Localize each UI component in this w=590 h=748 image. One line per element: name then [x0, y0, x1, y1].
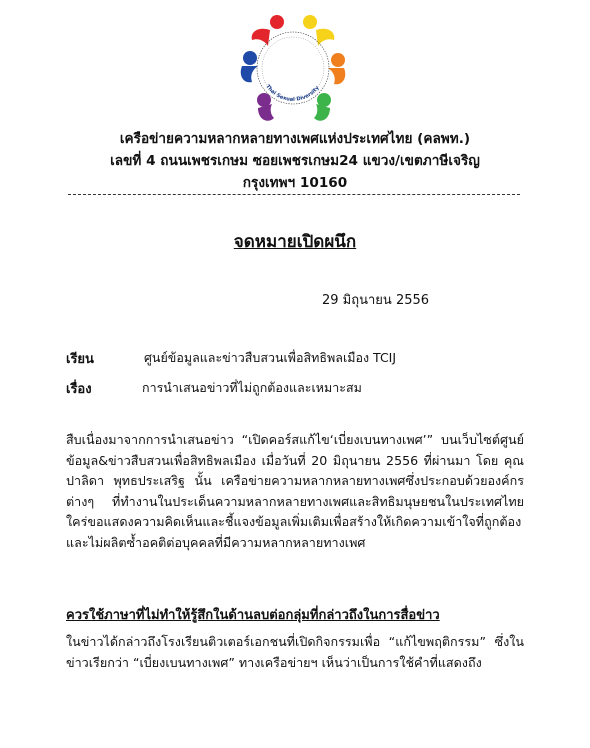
logo-ring-text: Thai Sexual Diversity — [264, 83, 321, 103]
body-paragraph-1: สืบเนื่องมาจากการนำเสนอข่าว “เปิดคอร์สแก้ไข‘เบี่ยงเบนทางเพศ’” บนเว็บไซต์ศูนย์ข้อมูล&ข่าวสืบสวนเพื่อสิทธิพลเมือง เมื่อวันที่ 20 มิถุนายน 2556 ที่ผ่านมา โดย คุณปาลิดา พุทธประเสริฐ นั้น เครือข่ายความหลากหลายทางเพศซึ่งประกอบด้วยองค์กรต่างๆ ที่ทำงานในประเด็นความหลากหลายทางเพศและสิทธิมนุษยชนในประเทศไทย ใคร่ขอแสดงความคิดเห็นและชี้แจงข้อมูลเพิ่มเติมเพื่อสร้างให้เกิดความเข้าใจที่ถูกต้อง และไม่ผลิตซ้ำอคติต่อบุคคลที่มีความหลากหลายทางเพศ — [66, 432, 524, 550]
organization-logo — [228, 8, 358, 128]
org-city: กรุงเทพฯ 10160 — [242, 175, 348, 191]
header-separator — [68, 194, 520, 195]
to-value: ศูนย์ข้อมูลและข่าวสืบสวนเพื่อสิทธิพลเมือง TCIJ — [144, 350, 397, 365]
body-paragraph-2: ในข่าวได้กล่าวถึงโรงเรียนติวเตอร์เอกชนที่เปิดกิจกรรมเพื่อ “แก้ไขพฤติกรรม” ซึ่งในข่าวเรียกว่า “เบี่ยงเบนทางเพศ” ทางเครือข่ายฯ เห็นว่าเป็นการใช้คำที่แสดงถึง — [66, 634, 524, 670]
subject-value: การนำเสนอข่าวที่ไม่ถูกต้องและเหมาะสม — [142, 380, 362, 395]
letter-title: จดหมายเปิดผนึก — [233, 232, 357, 252]
logo-figures — [241, 15, 346, 121]
org-address: เลขที่ 4 ถนนเพชรเกษม ซอยเพชรเกษม24 แขวง/เขตภาษีเจริญ — [110, 153, 480, 169]
letter-date: 29 มิถุนายน 2556 — [322, 293, 430, 308]
subject-label: เรื่อง — [66, 382, 92, 397]
section-heading: ควรใช้ภาษาที่ไม่ทำให้รู้สึกในด้านลบต่อกลุ่มที่กล่าวถึงในการสื่อข่าว — [66, 608, 440, 623]
org-name: เครือข่ายความหลากหลายทางเพศแห่งประเทศไทย (คลพท.) — [119, 131, 471, 147]
to-label: เรียน — [66, 352, 94, 367]
